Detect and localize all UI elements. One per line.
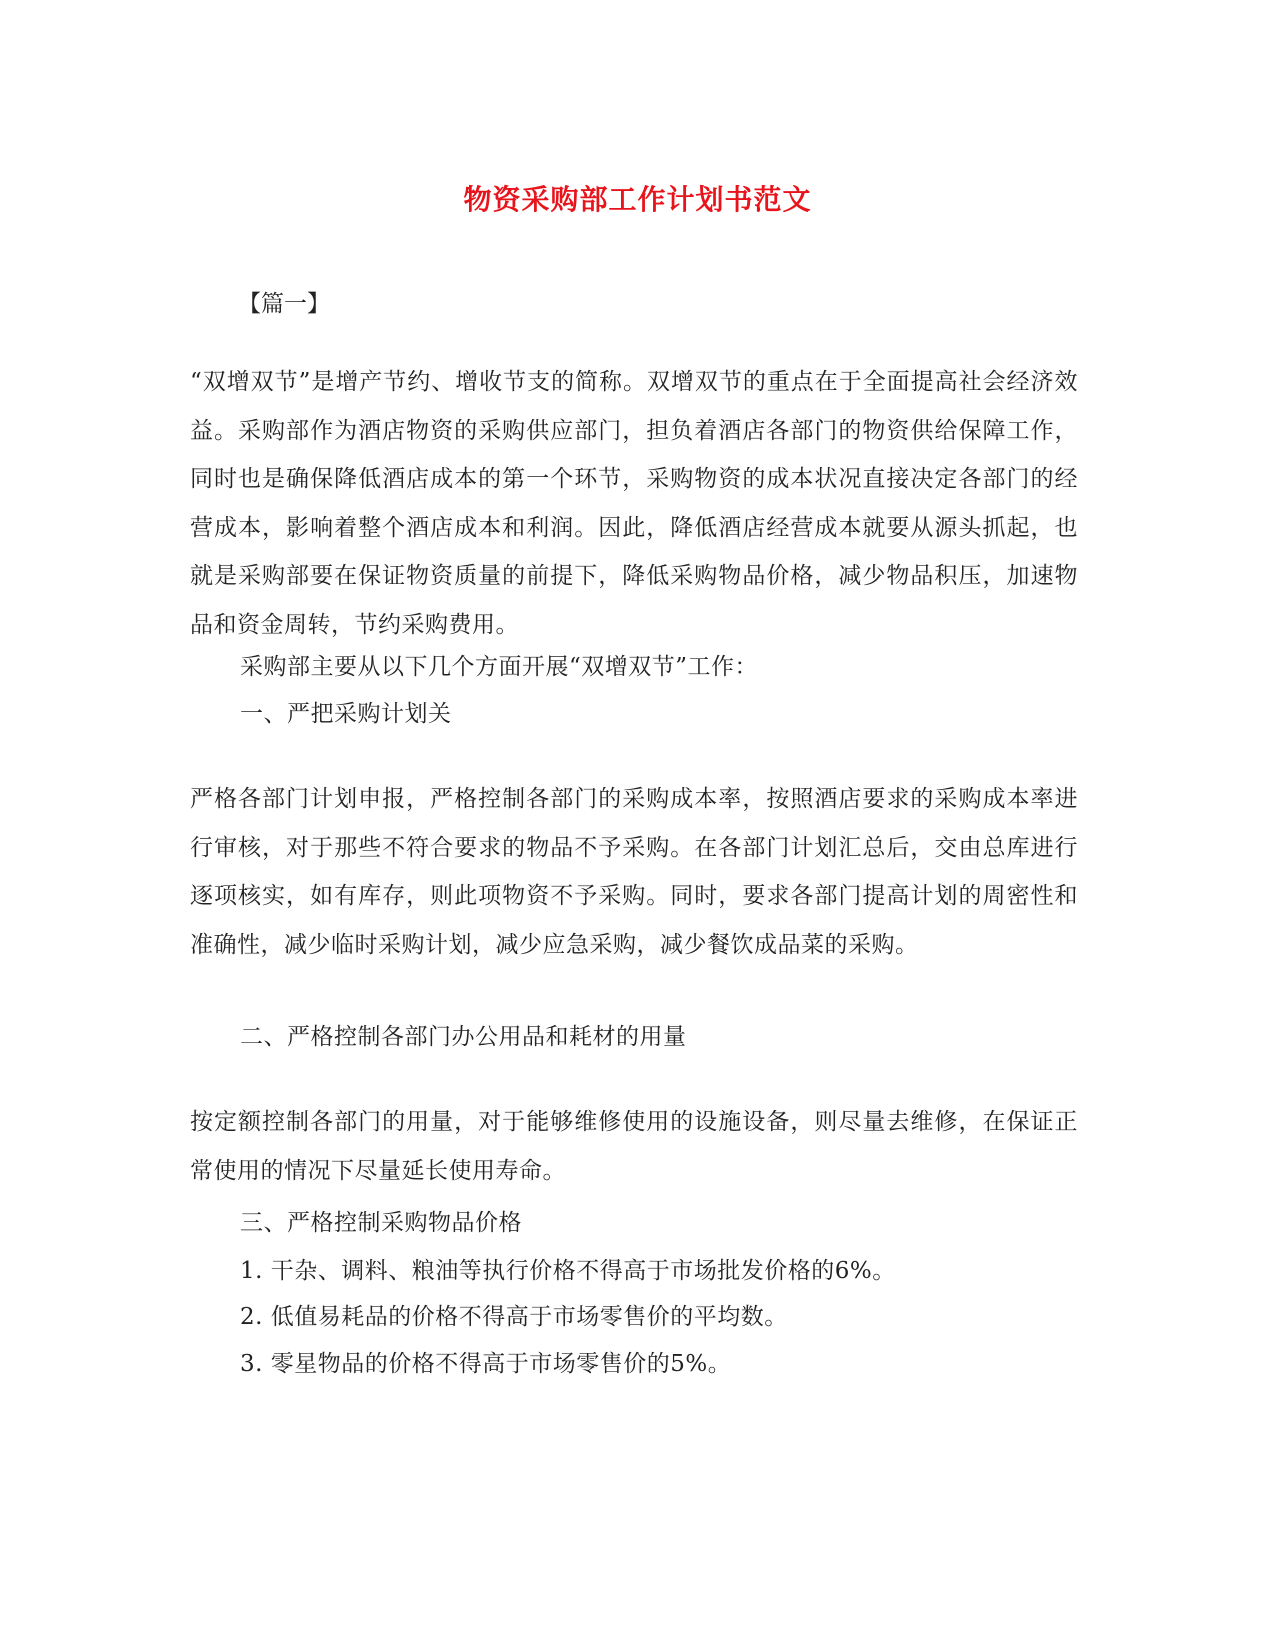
intro-summary: 采购部主要从以下几个方面开展“双增双节”工作：: [240, 654, 759, 680]
list-item: 2. 低值易耗品的价格不得高于市场零售价的平均数。: [240, 1304, 788, 1330]
list-item: 1. 干杂、调料、粮油等执行价格不得高于市场批发价格的6%。: [240, 1258, 896, 1284]
paragraph-2: 按定额控制各部门的用量，对于能够维修使用的设施设备，则尽量去维修，在保证正常使用的情况下尽量延长使用寿命。: [190, 1109, 1078, 1184]
section-label: 【篇一】: [238, 291, 330, 317]
heading-1: 一、严把采购计划关: [240, 701, 452, 727]
heading-2: 二、严格控制各部门办公用品和耗材的用量: [240, 1024, 687, 1050]
document-title: 物资采购部工作计划书范文: [463, 183, 812, 216]
list-item: 3. 零星物品的价格不得高于市场零售价的5%。: [240, 1351, 732, 1377]
paragraph-1: 严格各部门计划申报，严格控制各部门的采购成本率，按照酒店要求的采购成本率进行审核，对于那些不符合要求的物品不予采购。在各部门计划汇总后，交由总库进行逐项核实，如有库存，则此项物资不予采购。同时，要求各部门提高计划的周密性和准确性，减少临时采购计划，减少应急采购，减少餐饮成品菜的采购。: [190, 786, 1078, 958]
heading-3: 三、严格控制采购物品价格: [240, 1210, 522, 1236]
intro-paragraph: “双增双节”是增产节约、增收节支的简称。双增双节的重点在于全面提高社会经济效益。采购部作为酒店物资的采购供应部门，担负着酒店各部门的物资供给保障工作，同时也是确保降低酒店成本的第一个环节，采购物资的成本状况直接决定各部门的经营成本，影响着整个酒店成本和利润。因此，降低酒店经营成本就要从源头抓起，也就是采购部要在保证物资质量的前提下，降低采购物品价格，减少物品积压，加速物品和资金周转，节约采购费用。: [190, 369, 1078, 638]
